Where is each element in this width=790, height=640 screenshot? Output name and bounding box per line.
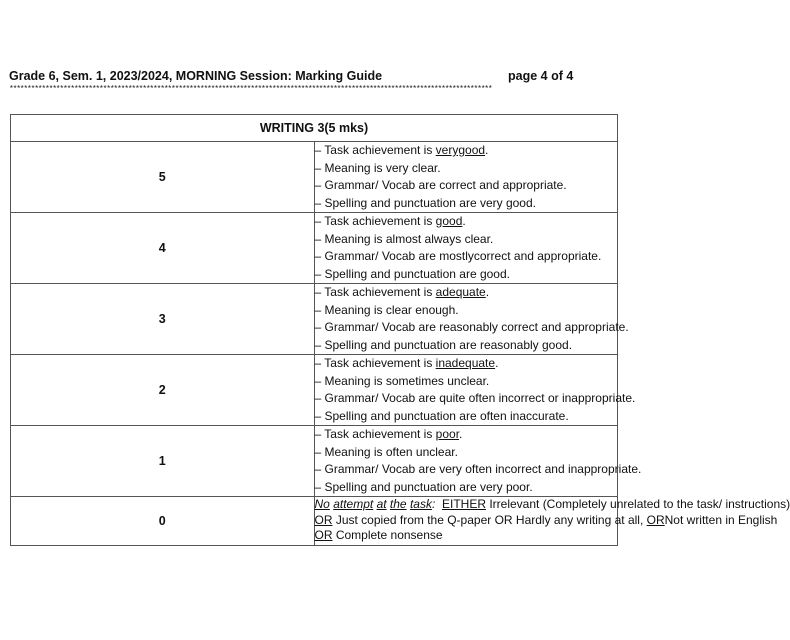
grammar-line: – Grammar/ Vocab are quite often incorrect or inappropriate. bbox=[314, 391, 636, 405]
separator-line: ************************************************************************************************************************************** bbox=[9, 85, 492, 94]
meaning-line: – Meaning is almost always clear. bbox=[314, 231, 494, 246]
meaning-line: – Meaning is very clear. bbox=[314, 160, 441, 175]
meaning-line: – Meaning is clear enough. bbox=[314, 302, 459, 317]
grammar-line: – Grammar/ Vocab are correct and appropriate. bbox=[314, 178, 567, 192]
criterion-word: at bbox=[376, 497, 387, 511]
or-word: OR bbox=[314, 512, 333, 527]
irrelevant-text: Irrelevant (Completely unrelated to the task/ instructions) bbox=[486, 497, 790, 511]
spelling-line: – Spelling and punctuation are very poor. bbox=[314, 479, 533, 494]
band-description bbox=[314, 213, 618, 284]
or-word: OR bbox=[314, 528, 333, 542]
spelling-line: – Spelling and punctuation are often inaccurate. bbox=[314, 408, 569, 423]
or-word: OR bbox=[646, 512, 665, 527]
document-header bbox=[9, 69, 609, 85]
spelling-line: – Spelling and punctuation are good. bbox=[314, 266, 510, 281]
task-achievement-suffix: . bbox=[495, 356, 499, 370]
nonsense-text: Complete nonsense bbox=[332, 528, 443, 542]
task-achievement-line bbox=[315, 213, 618, 231]
copied-text: Just copied from the Q-paper OR Hardly any writing at all, bbox=[332, 512, 647, 527]
criterion-colon: : bbox=[431, 497, 436, 511]
band-row-0 bbox=[11, 497, 618, 546]
score-cell: 1 bbox=[11, 426, 315, 497]
spelling-line: – Spelling and punctuation are very good. bbox=[314, 195, 536, 210]
achievement-level: poor bbox=[435, 427, 460, 441]
achievement-level: adequate bbox=[435, 285, 486, 299]
task-achievement-prefix: – Task achievement is bbox=[314, 214, 436, 228]
zero-line-1 bbox=[314, 497, 790, 513]
achievement-level: good bbox=[435, 214, 463, 228]
task-achievement-suffix: . bbox=[459, 427, 463, 441]
achievement-level: inadequate bbox=[435, 356, 496, 370]
marking-guide-table bbox=[10, 114, 790, 546]
task-achievement-line bbox=[315, 355, 618, 373]
band-description bbox=[314, 497, 790, 546]
band-description bbox=[314, 355, 636, 426]
spelling-line: – Spelling and punctuation are reasonably good. bbox=[314, 337, 573, 352]
band-row-1 bbox=[11, 426, 618, 497]
zero-line-2 bbox=[314, 512, 778, 529]
band-row-5 bbox=[11, 142, 618, 213]
page-number: page 4 of 4 bbox=[508, 69, 574, 83]
meaning-line: – Meaning is often unclear. bbox=[314, 444, 458, 459]
band-description bbox=[314, 284, 629, 355]
task-achievement-suffix: . bbox=[485, 143, 489, 157]
criterion-word: attempt bbox=[333, 497, 374, 511]
score-cell: 2 bbox=[11, 355, 315, 426]
zero-line-3 bbox=[315, 528, 618, 544]
task-achievement-line bbox=[315, 426, 618, 444]
band-row-4 bbox=[11, 213, 618, 284]
score-cell: 3 bbox=[11, 284, 315, 355]
table-heading: WRITING 3(5 mks) bbox=[11, 115, 618, 142]
meaning-line: – Meaning is sometimes unclear. bbox=[314, 373, 490, 388]
task-achievement-prefix: – Task achievement is bbox=[314, 143, 436, 157]
grammar-line: – Grammar/ Vocab are reasonably correct and appropriate. bbox=[314, 320, 629, 334]
task-achievement-suffix: . bbox=[462, 214, 466, 228]
task-achievement-prefix: – Task achievement is bbox=[314, 285, 436, 299]
band-description bbox=[314, 426, 642, 497]
band-row-3 bbox=[11, 284, 618, 355]
task-achievement-line bbox=[315, 142, 618, 160]
table-heading-row bbox=[11, 115, 618, 142]
task-achievement-line bbox=[315, 284, 618, 302]
criterion-word: the bbox=[389, 497, 407, 511]
band-description bbox=[314, 142, 618, 213]
grammar-line: – Grammar/ Vocab are mostlycorrect and appropriate. bbox=[314, 249, 602, 263]
score-cell: 4 bbox=[11, 213, 315, 284]
not-english-text: Not written in English bbox=[664, 512, 778, 527]
score-cell: 0 bbox=[11, 497, 315, 546]
criterion-word: task bbox=[409, 497, 432, 511]
grammar-line: – Grammar/ Vocab are very often incorrect and inappropriate. bbox=[314, 462, 642, 476]
band-row-2 bbox=[11, 355, 618, 426]
task-achievement-prefix: – Task achievement is bbox=[314, 356, 436, 370]
header-title: Grade 6, Sem. 1, 2023/2024, MORNING Session: Marking Guide bbox=[9, 69, 383, 83]
score-cell: 5 bbox=[11, 142, 315, 213]
either-word: EITHER bbox=[441, 497, 486, 511]
task-achievement-suffix: . bbox=[485, 285, 490, 299]
achievement-level: verygood bbox=[435, 143, 486, 157]
criterion-word: No bbox=[314, 497, 330, 511]
task-achievement-prefix: – Task achievement is bbox=[314, 427, 436, 441]
